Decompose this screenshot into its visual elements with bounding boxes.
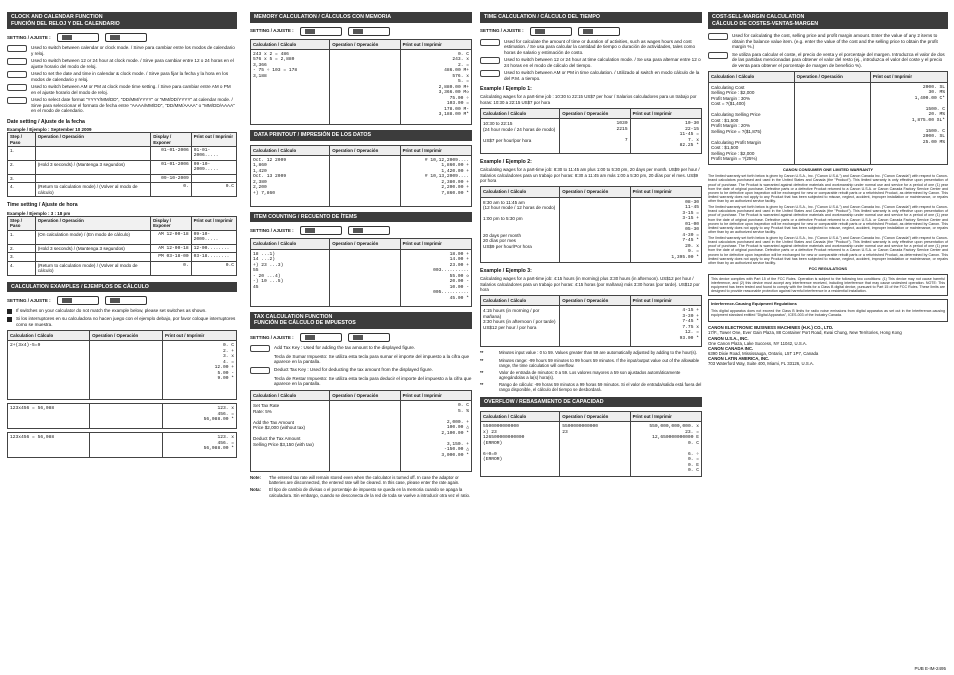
set-key-icon <box>7 71 27 78</box>
time-setting-table: Step / Paso Operation / Operación Display / Exponer Print out / Imprimir 1. (On calculation mode) / (En modo de cálculo) AM 12-00-18 09-10-2009..... 2. (Hold 3 seconds) / (Mantenga 3 segundos) AM 12-00-18 12-00........ 3. PM 03-18-00 03-18........ 4. (Return to calculation mode) / (Volver al modo de cálculo) 0. 0.C <box>7 216 237 276</box>
interference-box: Interference-Causing Equipment Regulations This digital apparatus does not exceed the Class B limits for radio noise emissions from digital apparatus as set out in the Interference-causing equipment standard entitled "Digital Apparatus", ICES-003 of the Industry Canada. <box>708 299 948 322</box>
switch-icon <box>348 27 390 36</box>
time-setting-title: Time setting / Ajuste de hora <box>7 202 78 209</box>
add-tax-key-icon <box>250 345 270 352</box>
time-bullet: Used to switch between 12 or 24 hour at time calculation mode. / Se usa para alternar entre 12 o 24 horas en el modo de cálculo del tiempo. <box>480 57 702 68</box>
data-printout-header: DATA PRINTOUT / IMPRESIÓN DE LOS DATOS <box>250 130 472 141</box>
bullet-item: Used to switch between calendar or clock mode. / Sirve para cambiar entre los modos de calendario y reloj. <box>7 45 237 56</box>
fcc-text: This device complies with Part 15 of the FCC Rules. Operation is subject to the following two conditions: (1) This device may not cause harmful interference, and (2) this device must accept any interference received, including interference that may cause undesired operation. NOTE: This equipment has been tested and found to comply with the limits for a Class B digital device, pursuant to Part 15 of the FCC Rules. These limits are designed to provide reasonable protection against harmful interference in a residential installation. <box>708 274 948 297</box>
time-calc-header: TIME CALCULATION / CÁLCULO DEL TIEMPO <box>480 12 702 23</box>
switch-icon <box>530 27 572 36</box>
setting-row: SETTING / AJUSTE : <box>7 296 237 305</box>
tax-note: Nota: El tipo de cambio de divisas o el porcentaje de impuesto se queda en la memoria cuando se apaga la calculadora. Sin embargo, cuando se desconecta de la red de toda se vuelve a introducir otra vez el ratio. <box>250 487 471 498</box>
12-24-key-icon <box>7 58 27 65</box>
square-bullet-icon <box>7 317 12 322</box>
minutes-note: ** Valor de entrada de minutos: 0 a 59. Los valores mayores a 59 son ajustados automáticamente agregándolas a la(s) hora(s). <box>480 369 681 381</box>
example3-title: Example / Ejemplo 3: <box>480 268 532 275</box>
publication-number: PUB E-IM-2495 <box>914 665 946 671</box>
cost-sell-margin-column <box>708 12 948 664</box>
overflow-header: OVERFLOW / REBASAMIENTO DE CAPACIDAD <box>480 397 702 408</box>
tax-note: Note: The entered tax rate will remain stored even when the calculator is turned off. In case the adaptor or batteries are disconnected, the entered rate will be cleared. In this case, please enter the rate again. <box>250 475 460 486</box>
example3-table: Calculation / Cálculo Operation / Operación Print out / Imprimir 4:15 hours (in morning / por mañana) 3:30 hours (in afternoon / por tarde) US$12 per hour / por hora 4-15 + 3-30 + 7-45 * 7.75 x 12. = 93.00 * <box>480 295 702 347</box>
date-setting-table: Step / Paso Operation / Operación Display / Exponer Print out / Imprimir 1. 01-01-2006 01-01-2006..... 2. (Hold 3 seconds) / (Mantenga 3 segundos) 01-01-2006 09-10-2009..... 3. 09-10-2009 4. (Return to calculation mode) / (Volver al modo de cálculo) 0. 0.C <box>7 132 237 197</box>
example3-text: Calculating wages for a part-time job: 4:15 hours (in morning) plus 3:30 hours (in afternoon). US$12 per hour / Salarios calculadores para un trabajo por horas: 4:15 horas (por mañana) más 3:30 horas (por tarde). US$12 por hora <box>480 276 700 292</box>
data-printout-table: Calculation / Cálculo Operation / Operación Print out / Imprimir Oct. 12 2009 1,860 1,420 Oct. 13 2009 2,380 2,200 +) 7,860 # 10,12,2009.... 1,860.00 + 1,420.00 + # 10,13,2009.... 2,380.00 + 2,200.00 + 7,860.00 * <box>250 145 472 207</box>
switch-icon <box>348 226 390 235</box>
memory-tax-column <box>250 12 472 664</box>
cost-key-icon <box>708 33 728 40</box>
calc-example-table: 123x456 = 56,088 123. x 456. = 56,088.00 * <box>7 403 237 429</box>
tax-bullet: Deduct Tax Key : Used for deducting the tax amount from the displayed figure. <box>250 367 472 374</box>
overflow-table: Calculation / Cálculo Operation / Operación Print out / Imprimir 5500000000000 x) 23 126500000000000 (ERROR) 6÷0=0 (ERROR) 5500000000000 23 550,000,000,000. x 23. = 12,650000000000 E 0. C 6. ÷ 0. = 0. E 0. C <box>480 411 702 477</box>
time-calc-column <box>480 12 702 664</box>
tax-header: TAX CALCULATION FUNCTION FUNCIÓN DE CÁLCULO DE IMPUESTOS <box>250 312 472 329</box>
calendar-key-icon <box>7 45 27 52</box>
warranty-text: The limited warranty set forth below is given by Canon U.S.A., Inc. ("Canon U.S.A.") and Canon Canada Inc. ("Canon Canada") with respect to Canon-brand calculators purchased and used in the United States and Canada (the "Product"). This limited warranty is only effective upon presentation of proof of purchase. The Product is warranted against defective materials and workmanship under normal use and service for a period of one (1) year from the date of original purchase. Defective parts or a defective Product returned to a Canon U.S.A. or Canon Canada Factory Service Center and proven to be defective upon inspection will be exchanged for new or comparable rebuilt parts or a refurbished Product, as determined by Canon. This limited warranty does not apply to any Product that has been subjected to misuse, neglect, accident, improper installation or maintenance, or repairs other than by an authorized service facility. <box>708 174 948 204</box>
csm-table: Calculation / Cálculo Operation / Operación Print out / Imprimir Calculating Cost Selling Price : $2,000 Profit Margin : 30% Cost = ?($1,400) Calculating Selling Price Cost : $1,500 Profit Margin : 20% Selling Price = ?($1,875) Calculating Profit Margin Cost : $1,500 Selling Price : $2,000 Profit Margin = ?(25%) 2000. SL 30. M% 1,400.00 C* 1500. C 20. M% 1,875.00 SL* 1500. C 2000. SL 25.00 M% <box>708 71 948 164</box>
fcc-title: FCC REGULATIONS <box>808 265 848 271</box>
am-pm-key-icon <box>7 84 27 91</box>
calc-example-table: Calculation / Cálculo Operation / Operación Print out / Imprimir 2+(3x4)-5=9 0. C 2. + 3. x 4. = 12.00 + 5.00 - 9.00 * <box>7 330 237 400</box>
switch-icon <box>578 27 620 36</box>
example1-text: Calculating wages for a part-time job : 10:30 to 22:15 US$7 per hour / Salarios calculadores para un trabajo por horas: 10:30 a 22:15 US$7 por hora <box>480 94 697 105</box>
clock-calendar-column <box>7 12 237 664</box>
example2-table: Calculation / Cálculo Operation / Operación Print out / Imprimir 8:30 am to 11:45 am (12 hour mode / 12 horas de modo) 1:00 pm to 5:30 pm 20 days per month 20 días por mes US$9 per hour/Por hora 08-30 11-45 3-15 = 3-15 + 01-00 05-30 4-30 = 7-45 * 20. x 9. = 1,395.00 * <box>480 186 702 263</box>
bullet-item: Used to switch between AM or PM at clock mode time setting. / Sirve para cambiar entre AM o PM en el ajuste horario del modo de reloj. <box>7 84 237 95</box>
switch-icon <box>57 296 99 305</box>
table-row: 4. (Return to calculation mode) / (Volver al modo de cálculo) 0. 0.C <box>8 261 237 275</box>
warranty-text: The limited warranty set forth below is given by Canon U.S.A., Inc. ("Canon U.S.A.") and Canon Canada Inc. ("Canon Canada") with respect to Canon-brand calculators purchased and used in the United States and Canada (the "Product"). This limited warranty is only effective upon presentation of proof of purchase. The Product is warranted against defective materials and workmanship under normal use and service for a period of one (1) year from the date of original purchase. Defective parts or a defective Product returned to a Canon U.S.A. or Canon Canada Factory Service Center and proven to be defective upon inspection will be exchanged for new or comparable rebuilt parts or a refurbished Product, as determined by Canon. This limited warranty does not apply to any Product that has been subjected to misuse, neglect, accident, improper installation or maintenance, or repairs other than by an authorized service facility. <box>708 236 948 265</box>
table-row: 2. (Hold 3 seconds) / (Mantenga 3 segundos) 01-01-2006 09-10-2009..... <box>8 160 237 174</box>
calc-example-table: 123x456 = 56,088 123. x 456. = 56,088.00 * <box>7 432 237 458</box>
tax-bullet: Add Tax Key : Used for adding the tax amount to the displayed figure. <box>250 345 472 352</box>
csm-header: COST-SELL-MARGIN CALCULATION CÁLCULO DE COSTES-VENTAS-MARGEN <box>708 12 948 29</box>
example1-title: Example / Ejemplo 1: <box>480 86 532 93</box>
time-bullet: Used to switch between AM or PM in time calculation. / Utilizado al switch en modo cálculo de la del P.M. a tiempo. <box>480 70 702 81</box>
table-row: 1. 01-01-2006 01-01-2006..... <box>8 146 237 160</box>
calc-note: If switches on your calculator do not match the example below, please set switches as shown. <box>7 308 237 314</box>
setting-row: SETTING / AJUSTE : <box>480 27 702 36</box>
example1-table: Calculation / Cálculo Operation / Operación Print out / Imprimir 10:30 to 22:15 (24 hour mode / 24 horas de modo) US$7 per hour/por hora 1030 2215 7 10-30 22-15 11-45 = 7. x 82.25 * <box>480 108 702 154</box>
date-example: Example / Ejemplo : September 10 2009 <box>7 126 92 132</box>
switch-icon <box>300 27 342 36</box>
12-24-key-icon <box>480 57 500 64</box>
am-pm-key-icon <box>480 70 500 77</box>
switch-icon <box>105 296 147 305</box>
item-counting-table: Calculation / Cálculo Operation / Operación Print out / Imprimir 18 ...1) 14 ...2) +) 23 ...3) 55 - 20 ...4) -) 10 ...5) 45 18.00 + 14.00 + 23.00 + 003.......... 55.00 ◇ 20.00 - 10.00 - 005.......... 45.00 * <box>250 238 472 306</box>
switch-icon <box>300 333 342 342</box>
csm-bullet: Se utiliza para calcular el coste, el precio de venta y el porcentaje del margen. Introduzca el valor de dos de las partidas mencionadas para obtener el valor del resto (ej., introduzca el valor del coste y el precio de venta para obtener el porcentaje de margen de beneficio %). <box>708 52 948 69</box>
calc-examples-header: CALCULATION EXAMPLES / EJEMPLOS DE CÁLCULO <box>7 282 237 293</box>
calc-note: Si los interruptores en su calculadora no hacen juego con el ejemplo debajo, por favor coloque interruptores como se muestra. <box>7 316 237 327</box>
square-bullet-icon <box>7 309 12 314</box>
warranty-title: CANON CONSUMER ONE LIMITED WARRANTY <box>782 166 874 172</box>
csm-bullet: Used for calculating the cost, selling price and profit margin amount. Enter the value of any 2 items to obtain the balance value item. (e.g. enter the value of the cost and the selling price to obtain the profit margin %.) <box>708 33 948 50</box>
example2-text: Calculating wages for a part-time job: 8:30 to 11:45 am plus 1:00 to 5:30 pm, 20 days per month. US$9 per hour / Salarios calculadores para un trabajo por horas: 8:30 a 11:45 am más 1:00 a 5:30 pm, 20 días por el mes. US$9 por hora <box>480 167 700 183</box>
setting-row: SETTING / AJUSTE : <box>250 226 472 235</box>
warranty-text: The limited warranty set forth below is given by Canon U.S.A., Inc. ("Canon U.S.A.") and Canon Canada Inc. ("Canon Canada") with respect to Canon-brand calculators purchased and used in the United States and Canada (the "Product"). This limited warranty is only effective upon presentation of proof of purchase. The Product is warranted against defective materials and workmanship under normal use and service for a period of one (1) year from the date of original purchase. Defective parts or a defective Product returned to a Canon U.S.A. or Canon Canada Factory Service Center and proven to be defective upon inspection will be exchanged for new or comparable rebuilt parts or a refurbished Product, as determined by Canon. This limited warranty does not apply to any Product that has been subjected to misuse, neglect, accident, improper installation or maintenance, or repairs other than by an authorized service facility. <box>708 205 948 234</box>
date-format-key-icon <box>7 97 27 104</box>
table-row: 4. (Return to calculation mode) / (Volver al modo de cálculo) 0. 0.C <box>8 183 237 197</box>
minutes-note: ** Minutes range: -99 hours 59 minutes to 99 hours 59 minutes. If the input/output value out of the allowable range, the time calculation will overflow. <box>480 357 700 368</box>
item-counting-header: ITEM COUNTING / RECUENTO DE ÍTEMS <box>250 212 472 223</box>
bullet-item: Used to switch between 12 or 24 hour at clock mode. / Sirve para cambiar entre 12 o 24 horas en el ajuste horario del modo de reloj. <box>7 58 237 69</box>
deduct-tax-key-icon <box>250 367 270 374</box>
table-row: 1. (On calculation mode) / (En modo de cálculo) AM 12-00-18 09-10-2009..... <box>8 230 237 244</box>
switch-icon <box>300 226 342 235</box>
switch-icon <box>348 333 390 342</box>
setting-row: SETTING / AJUSTE : <box>7 33 237 42</box>
tax-bullet: Tecla de Restar Impuesto: Se utiliza esta tecla para deducir el importe del impuesto a la cifra que aparece en la pantalla. <box>274 375 472 387</box>
setting-row: SETTING / AJUSTE : <box>250 333 472 342</box>
tax-bullet: Tecla de Sumar Impuesto: Se utiliza esta tecla para sumar el importe del impuesto a la cifra que aparece en la pantalla. <box>274 353 470 365</box>
minutes-note: ** Rango de cálculo: -99 horas 59 minutos a 99 horas 59 minutos. Si el valor de entrada/salida está fuera del rango disponible, el cálculo del tiempo se desbordará. <box>480 382 702 393</box>
time-example: Example / Ejemplo : 3 : 18 pm <box>7 210 71 216</box>
memory-table: Calculation / Cálculo Operation / Operación Print out / Imprimir 243 x 2 = 486 576 x 5 = 2,880 3,366 - 75 ÷ 103 = 178 3,188 0. C 243. x 2. = 486.00 M+ 576. x 5. = 2,880.00 M+ 3,366.00 M◇ 75.00 ÷ 103.00 = 178.00 M- 3,188.00 M* <box>250 39 472 125</box>
switch-icon <box>105 33 147 42</box>
time-bullet: Used for calculate the amount of time or duration of activities, such as wages hours and cost estimation. / Se usa para calcular la cantidad de tiempo o duración de actividades, tales como horas de salario y estimación de costo. <box>480 39 702 56</box>
minutes-note: ** Minutes input value : 0 to 59. Values greater than 59 are automatically adjusted by adding to the hour(s). <box>480 350 698 356</box>
table-row: 3. PM 03-18-00 03-18........ <box>8 253 237 262</box>
clock-bullets <box>7 45 237 114</box>
table-row: 3. 09-10-2009 <box>8 174 237 183</box>
example2-title: Example / Ejemplo 2: <box>480 159 532 166</box>
addresses: CANON ELECTRONIC BUSINESS MACHINES (H.K.) CO., LTD. 17/F., Tower One, Ever Gain Plaza, 88 Container Port Road, Kwai Chung, New Territories, Hong Kong CANON U.S.A., INC. One Canon Plaza, Lake Success, NY 11042, U.S.A. CANON CANADA INC. 6390 Dixie Road, Mississauga, Ontario, L5T 1P7, Canada CANON LATIN AMERICA, INC. 703 Waterford Way, Suite 400, Miami, FL 33126, U.S.A. <box>708 325 902 367</box>
tax-table: Calculation / Cálculo Operation / Operación Print out / Imprimir Set Tax Rate Rate: 5% Add the Tax Amount Price $2,000 (without tax) Deduct the Tax Amount Selling Price $3,150 (with tax) 0. C 5. % 2,000. + 100.00 △ 2,100.00 * 3,150. + -150.00 △ 3,000.00 * <box>250 390 472 472</box>
memory-header: MEMORY CALCULATION / CÁLCULOS CON MEMORIA <box>250 12 472 23</box>
switch-icon <box>57 33 99 42</box>
time-key-icon <box>480 39 500 46</box>
date-setting-title: Date setting / Ajuste de la fecha <box>7 118 85 125</box>
bullet-item: Used to set the date and time in calendar & clock mode. / Sirve para fijar la fecha y la hora en los modos de calendario y reloj. <box>7 71 237 82</box>
table-row: 2. (Hold 3 seconds) / (Mantenga 3 segundos) AM 12-00-18 12-00........ <box>8 244 237 253</box>
bullet-item: Used to select date format "YYYY/MM/DD", "DD/MM/YYYY" or "MM/DD/YYYY" at calendar mode. / Sirve para seleccionar el formato de fecha entre "AAAA/MM/DD", "DD/MM/AAAA" o "MM/DD/AAAA" en el modo de calendario. <box>7 97 237 114</box>
sell-key-icon <box>708 52 728 59</box>
setting-row: SETTING / AJUSTE : <box>250 27 472 36</box>
clock-header: CLOCK AND CALENDAR FUNCTION FUNCIÓN DEL RELOJ Y DEL CALENDARIO <box>7 12 237 29</box>
